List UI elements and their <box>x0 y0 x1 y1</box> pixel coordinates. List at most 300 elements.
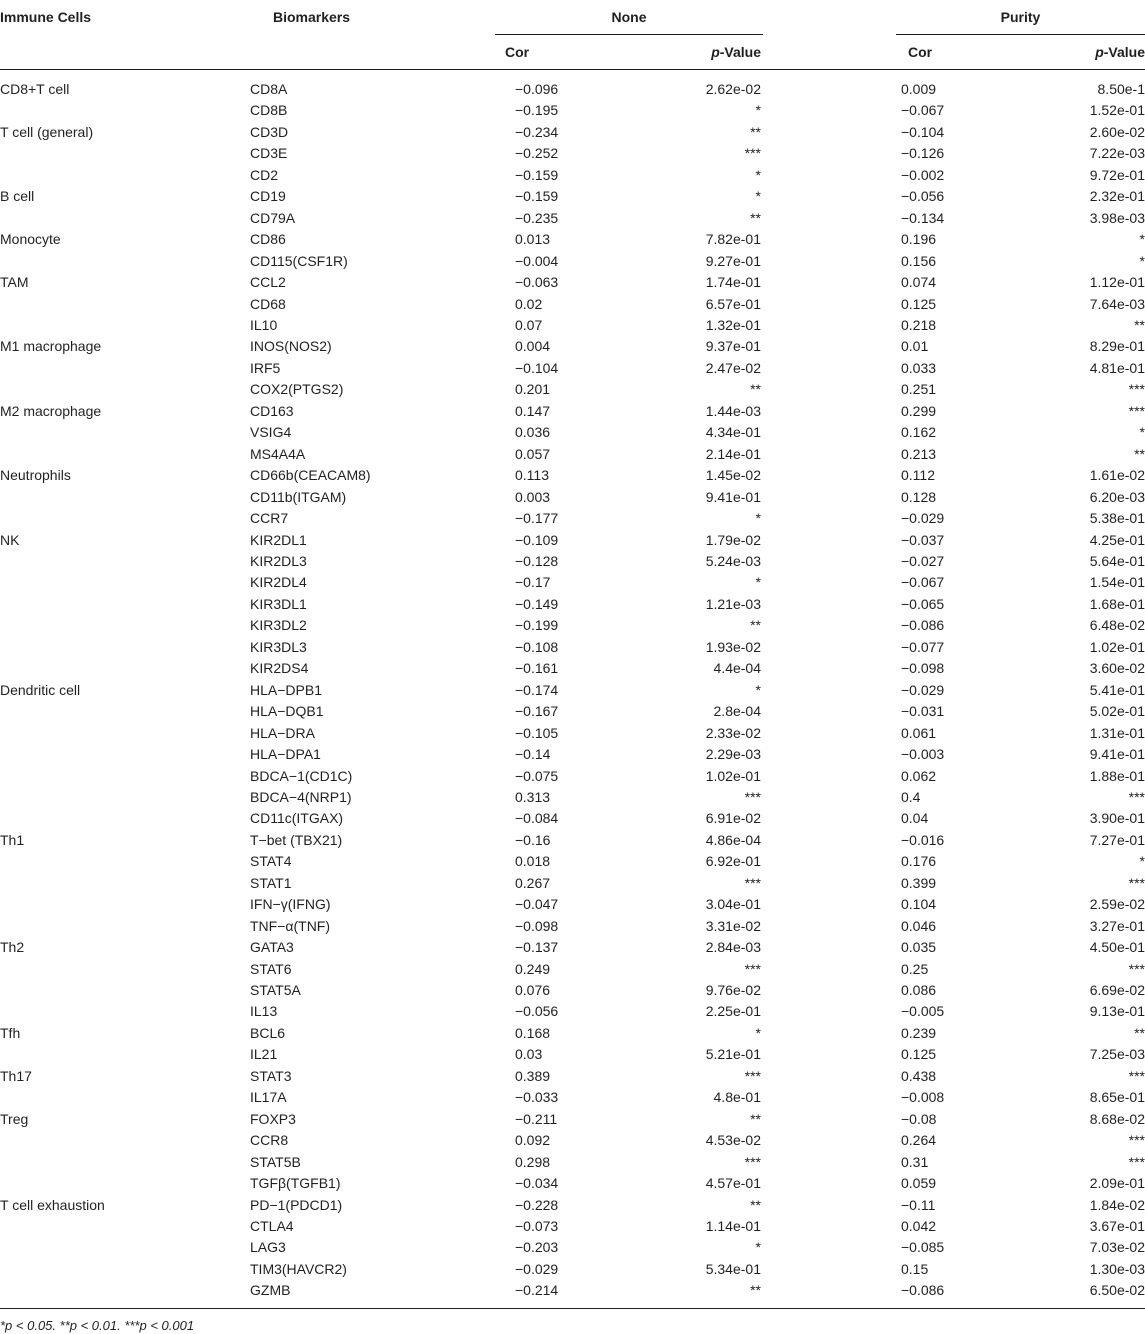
table-row <box>0 723 1145 744</box>
cell-pcor: −0.008 <box>901 1089 945 1106</box>
cell-cell: CD8+T cell <box>0 81 70 97</box>
header-empty-1 <box>0 35 237 70</box>
cell-ncor: −0.16 <box>515 831 551 848</box>
cell-cell <box>0 551 237 572</box>
cell-ncor: 0.076 <box>515 982 551 999</box>
cell-gap <box>763 916 896 937</box>
cell-bio: TGFβ(TGFB1) <box>250 1175 341 1192</box>
cell-cell <box>0 744 237 765</box>
cell-pcor: −0.029 <box>901 681 945 698</box>
table-row <box>0 70 1145 101</box>
cell-pcor: −0.11 <box>901 1196 936 1213</box>
pvalue-suffix: -Value <box>719 44 761 60</box>
cell-pcor: −0.098 <box>901 660 945 677</box>
cell-ncor: 0.013 <box>515 231 551 248</box>
cell-ncor: −0.234 <box>515 123 559 140</box>
cell-ncor: −0.029 <box>515 1260 559 1277</box>
cell-cell <box>0 1280 237 1301</box>
cell-cell <box>0 894 237 915</box>
cell-npv: ** <box>750 123 761 140</box>
table-row <box>0 358 1145 379</box>
cell-pcor: 0.04 <box>901 810 929 827</box>
cell-ppv: 5.02e-01 <box>1089 703 1145 720</box>
cell-bio: GZMB <box>250 1282 291 1299</box>
cell-npv: 9.76e-02 <box>705 982 761 999</box>
cell-ppv: 2.59e-02 <box>1089 896 1145 913</box>
cell-bio: INOS(NOS2) <box>250 338 332 355</box>
cell-ppv: 1.31e-01 <box>1089 724 1145 741</box>
table-row <box>0 251 1145 272</box>
table-row <box>0 808 1145 829</box>
cell-npv: *** <box>744 960 761 977</box>
header-none-cor: Cor <box>495 35 593 70</box>
table-row <box>0 336 1145 357</box>
cell-npv: 1.02e-01 <box>705 767 761 784</box>
cell-bio: GATA3 <box>250 939 294 956</box>
cell-cell <box>0 787 237 808</box>
cell-cell <box>0 916 237 937</box>
cell-pcor: 0.213 <box>901 445 937 462</box>
table-row <box>0 315 1145 336</box>
cell-pcor: 0.128 <box>901 488 937 505</box>
cell-pcor: 0.25 <box>901 960 929 977</box>
cell-ncor: 0.003 <box>515 488 551 505</box>
cell-cell <box>0 594 237 615</box>
cell-pcor: 0.264 <box>901 1132 937 1149</box>
cell-bio: LAG3 <box>250 1239 286 1256</box>
cell-cell <box>0 980 237 1001</box>
table-row <box>0 508 1145 529</box>
table-row <box>0 379 1145 400</box>
cell-gap <box>763 1087 896 1108</box>
cell-npv: * <box>755 188 761 205</box>
cell-gap <box>763 465 896 486</box>
cell-ncor: −0.096 <box>515 81 559 97</box>
cell-gap <box>763 100 896 121</box>
cell-ppv: 7.27e-01 <box>1089 831 1145 848</box>
cell-npv: 2.84e-03 <box>705 939 761 956</box>
cell-gap <box>763 401 896 422</box>
cell-gap <box>763 637 896 658</box>
table-row <box>0 1130 1145 1151</box>
table-row <box>0 229 1145 250</box>
cell-ppv: * <box>1139 252 1145 269</box>
cell-ppv: 8.29e-01 <box>1089 338 1145 355</box>
cell-npv: ** <box>750 1110 761 1127</box>
cell-ppv: 1.52e-01 <box>1089 102 1145 119</box>
cell-gap <box>763 1001 896 1022</box>
cell-cell: NK <box>0 531 20 548</box>
table-row <box>0 637 1145 658</box>
table-row <box>0 272 1145 293</box>
cell-npv: 3.04e-01 <box>705 896 761 913</box>
cell-ncor: −0.047 <box>515 896 559 913</box>
cell-ncor: −0.034 <box>515 1175 559 1192</box>
cell-pcor: −0.002 <box>901 166 945 183</box>
cell-cell <box>0 1001 237 1022</box>
cell-ncor: −0.149 <box>515 595 559 612</box>
cell-ncor: −0.004 <box>515 252 559 269</box>
cell-pcor: −0.056 <box>901 188 945 205</box>
cell-npv: 5.34e-01 <box>705 1260 761 1277</box>
table-row <box>0 122 1145 143</box>
cell-gap <box>763 272 896 293</box>
cell-ncor: −0.14 <box>515 746 551 763</box>
cell-ncor: −0.159 <box>515 188 559 205</box>
cell-npv: *** <box>744 1153 761 1170</box>
cell-npv: 1.45e-02 <box>705 467 761 484</box>
cell-cell <box>0 808 237 829</box>
cell-cell <box>0 1044 237 1065</box>
cell-ppv: 1.61e-02 <box>1089 467 1145 484</box>
cell-pcor: −0.085 <box>901 1239 945 1256</box>
cell-pcor: −0.067 <box>901 574 945 591</box>
cell-npv: ** <box>750 1196 761 1213</box>
cell-ncor: 0.313 <box>515 788 551 805</box>
cell-bio: IL21 <box>250 1046 278 1063</box>
cell-bio: CD11c(ITGAX) <box>250 810 344 827</box>
cell-cell: T cell (general) <box>0 123 94 140</box>
cell-pcor: 0.01 <box>901 338 929 355</box>
header-purity-cor: Cor <box>896 35 992 70</box>
table-row <box>0 1259 1145 1280</box>
cell-gap <box>763 894 896 915</box>
cell-ncor: 0.147 <box>515 402 551 419</box>
cell-npv: 1.93e-02 <box>705 638 761 655</box>
table-row <box>0 1280 1145 1301</box>
cell-ppv: 6.48e-02 <box>1089 617 1145 634</box>
cell-gap <box>763 658 896 679</box>
cell-bio: CD11b(ITGAM) <box>250 488 347 505</box>
cell-npv: * <box>755 166 761 183</box>
cell-ppv: 9.13e-01 <box>1089 1003 1145 1020</box>
cell-gap <box>763 508 896 529</box>
cell-cell <box>0 1216 237 1237</box>
cell-ppv: *** <box>1128 1132 1145 1149</box>
cell-ncor: −0.137 <box>515 939 559 956</box>
cell-npv: *** <box>744 1067 761 1084</box>
cell-pcor: 0.125 <box>901 295 937 312</box>
cell-pcor: −0.086 <box>901 1282 945 1299</box>
cell-ncor: −0.174 <box>515 681 559 698</box>
cell-pcor: 0.15 <box>901 1260 929 1277</box>
cell-cell <box>0 723 237 744</box>
cell-npv: 2.33e-02 <box>705 724 761 741</box>
cell-ppv: 5.64e-01 <box>1089 552 1145 569</box>
table-row <box>0 615 1145 636</box>
cell-npv: * <box>755 1239 761 1256</box>
cell-bio: CD115(CSF1R) <box>250 252 348 269</box>
table-row <box>0 1216 1145 1237</box>
cell-cell <box>0 1152 237 1173</box>
cell-ncor: −0.098 <box>515 917 559 934</box>
cell-npv: 1.44e-03 <box>705 402 761 419</box>
cell-ppv: 3.27e-01 <box>1089 917 1145 934</box>
cell-ppv: ** <box>1134 445 1145 462</box>
table-row <box>0 1066 1145 1087</box>
cell-cell: Dendritic cell <box>0 681 81 698</box>
cell-npv: *** <box>744 874 761 891</box>
cell-gap <box>763 165 896 186</box>
cell-npv: 9.41e-01 <box>705 488 761 505</box>
table-row <box>0 401 1145 422</box>
cell-npv: 2.29e-03 <box>705 746 761 763</box>
cell-ppv: 8.50e-1 <box>1097 81 1145 97</box>
cell-gap <box>763 186 896 207</box>
cell-ppv: 3.67e-01 <box>1089 1218 1145 1235</box>
cell-pcor: 0.299 <box>901 402 937 419</box>
table-row <box>0 701 1145 722</box>
cell-ncor: −0.104 <box>515 359 559 376</box>
cell-cell <box>0 1259 237 1280</box>
cell-cell <box>0 851 237 872</box>
cell-gap <box>763 1023 896 1044</box>
cell-cell <box>0 658 237 679</box>
cell-ncor: 0.057 <box>515 445 551 462</box>
cell-gap <box>763 122 896 143</box>
cell-cell <box>0 1130 237 1151</box>
cell-bio: CCR7 <box>250 510 289 527</box>
cell-ncor: 0.267 <box>515 874 551 891</box>
cell-ppv: 2.60e-02 <box>1089 123 1145 140</box>
table-row <box>0 851 1145 872</box>
table-row <box>0 1023 1145 1044</box>
cell-bio: KIR2DS4 <box>250 660 309 677</box>
cell-cell <box>0 379 237 400</box>
cell-ppv: 3.60e-02 <box>1089 660 1145 677</box>
header-group-none: None <box>495 0 763 35</box>
cell-pcor: 0.196 <box>901 231 937 248</box>
cell-bio: IL10 <box>250 316 278 333</box>
cell-ppv: *** <box>1128 402 1145 419</box>
cell-cell: B cell <box>0 188 35 205</box>
cell-pcor: −0.08 <box>901 1110 937 1127</box>
cell-ppv: 4.50e-01 <box>1089 939 1145 956</box>
cell-pcor: −0.077 <box>901 638 945 655</box>
table-row <box>0 1173 1145 1194</box>
cell-cell: Neutrophils <box>0 467 71 484</box>
cell-bio: T−bet (TBX21) <box>250 831 343 848</box>
cell-pcor: 0.046 <box>901 917 937 934</box>
cell-ppv: 3.90e-01 <box>1089 810 1145 827</box>
cell-bio: TIM3(HAVCR2) <box>250 1260 347 1277</box>
cell-pcor: 0.009 <box>901 81 937 97</box>
cell-ppv: 2.32e-01 <box>1089 188 1145 205</box>
cell-bio: KIR2DL4 <box>250 574 307 591</box>
table-row <box>0 658 1145 679</box>
cell-bio: CD3D <box>250 123 289 140</box>
cell-gap <box>763 1216 896 1237</box>
cell-gap <box>763 723 896 744</box>
cell-cell: Tfh <box>0 1024 21 1041</box>
cell-ppv: 3.98e-03 <box>1089 209 1145 226</box>
table-row <box>0 1087 1145 1108</box>
cell-bio: STAT4 <box>250 853 292 870</box>
cell-pcor: 0.4 <box>901 788 921 805</box>
table-row <box>0 143 1145 164</box>
cell-gap <box>763 229 896 250</box>
cell-bio: FOXP3 <box>250 1110 296 1127</box>
table-row <box>0 916 1145 937</box>
cell-cell <box>0 422 237 443</box>
table-row <box>0 100 1145 121</box>
cell-gap <box>763 336 896 357</box>
cell-gap <box>763 701 896 722</box>
table-row <box>0 959 1145 980</box>
cell-pcor: 0.042 <box>901 1218 937 1235</box>
cell-ppv: 1.12e-01 <box>1089 274 1145 291</box>
cell-pcor: −0.126 <box>901 145 945 162</box>
cell-gap <box>763 1280 896 1301</box>
cell-pcor: 0.176 <box>901 853 937 870</box>
cell-npv: 1.79e-02 <box>705 531 761 548</box>
cell-bio: CCR8 <box>250 1132 289 1149</box>
cell-npv: ** <box>750 1282 761 1299</box>
pvalue-suffix: -Value <box>1103 44 1145 60</box>
cell-ppv: *** <box>1128 960 1145 977</box>
cell-gap <box>763 1066 896 1087</box>
cell-npv: 6.57e-01 <box>705 295 761 312</box>
table-row <box>0 551 1145 572</box>
cell-gap <box>763 294 896 315</box>
cell-ncor: −0.033 <box>515 1089 559 1106</box>
cell-gap <box>763 980 896 1001</box>
cell-bio: CD3E <box>250 145 288 162</box>
cell-ncor: −0.203 <box>515 1239 559 1256</box>
cell-bio: BDCA−1(CD1C) <box>250 767 353 784</box>
cell-pcor: −0.016 <box>901 831 945 848</box>
cell-ppv: *** <box>1128 1153 1145 1170</box>
cell-ncor: −0.075 <box>515 767 559 784</box>
cell-gap <box>763 766 896 787</box>
cell-cell <box>0 251 237 272</box>
cell-cell <box>0 1087 237 1108</box>
cell-bio: STAT5A <box>250 982 301 999</box>
cell-gap <box>763 1173 896 1194</box>
cell-cell <box>0 1173 237 1194</box>
cell-npv: 7.82e-01 <box>705 231 761 248</box>
cell-ppv: 6.20e-03 <box>1089 488 1145 505</box>
cell-npv: *** <box>744 788 761 805</box>
cell-cell <box>0 294 237 315</box>
cell-bio: CD68 <box>250 295 286 312</box>
cell-bio: IFN−γ(IFNG) <box>250 896 331 913</box>
cell-cell: Th2 <box>0 939 25 956</box>
cell-ncor: −0.159 <box>515 166 559 183</box>
cell-pcor: −0.027 <box>901 552 945 569</box>
cell-pcor: −0.065 <box>901 595 945 612</box>
cell-ncor: 0.113 <box>515 467 549 484</box>
cell-pcor: −0.086 <box>901 617 945 634</box>
cell-ppv: 1.84e-02 <box>1089 1196 1145 1213</box>
cell-pcor: 0.438 <box>901 1067 937 1084</box>
cell-gap <box>763 1152 896 1173</box>
cell-ncor: −0.105 <box>515 724 559 741</box>
cell-npv: 1.74e-01 <box>705 274 761 291</box>
cell-gap <box>763 444 896 465</box>
cell-bio: HLA−DPA1 <box>250 746 321 763</box>
cell-npv: 1.32e-01 <box>705 316 761 333</box>
cell-cell <box>0 637 237 658</box>
table-row <box>0 1109 1145 1130</box>
cell-npv: 6.92e-01 <box>705 853 761 870</box>
cell-bio: CD19 <box>250 188 286 205</box>
cell-bio: MS4A4A <box>250 445 306 462</box>
header-empty-2 <box>237 35 495 70</box>
table-row <box>0 422 1145 443</box>
cell-ncor: 0.02 <box>515 295 543 312</box>
cell-npv: 5.24e-03 <box>705 552 761 569</box>
cell-gap <box>763 808 896 829</box>
cell-pcor: 0.104 <box>901 896 937 913</box>
cell-npv: 9.27e-01 <box>705 252 761 269</box>
cell-bio: STAT1 <box>250 874 292 891</box>
cell-cell <box>0 444 237 465</box>
cell-pcor: 0.31 <box>901 1153 929 1170</box>
cell-ppv: 9.72e-01 <box>1089 166 1145 183</box>
cell-ncor: 0.018 <box>515 853 551 870</box>
header-immune-cells: Immune Cells <box>0 9 92 26</box>
header-purity-pvalue <box>992 35 1145 70</box>
table-row <box>0 1044 1145 1065</box>
cell-ncor: −0.167 <box>515 703 559 720</box>
cell-ppv: 1.54e-01 <box>1089 574 1145 591</box>
cell-ppv: 5.41e-01 <box>1089 681 1145 698</box>
table-row <box>0 787 1145 808</box>
cell-cell <box>0 100 237 121</box>
cell-ncor: −0.161 <box>515 660 559 677</box>
cell-ppv: * <box>1139 231 1145 248</box>
table-footnote: *p < 0.05. **p < 0.01. ***p < 0.001 <box>0 1318 195 1333</box>
cell-pcor: 0.033 <box>901 359 937 376</box>
cell-bio: STAT5B <box>250 1153 301 1170</box>
cell-ppv: 7.25e-03 <box>1089 1046 1145 1063</box>
cell-cell <box>0 873 237 894</box>
cell-npv: * <box>755 681 761 698</box>
cell-pcor: 0.061 <box>901 724 937 741</box>
cell-ppv: 8.68e-02 <box>1089 1110 1145 1127</box>
cell-pcor: −0.005 <box>901 1003 945 1020</box>
cell-cell: TAM <box>0 274 29 291</box>
cell-pcor: 0.399 <box>901 874 937 891</box>
table-row <box>0 186 1145 207</box>
cell-cell: Th1 <box>0 831 25 848</box>
table-row <box>0 980 1145 1001</box>
cell-npv: 4.57e-01 <box>705 1175 761 1192</box>
cell-bio: KIR2DL3 <box>250 552 307 569</box>
cell-gap <box>763 959 896 980</box>
table-row <box>0 1001 1145 1022</box>
cell-pcor: 0.156 <box>901 252 937 269</box>
cell-ncor: 0.07 <box>515 316 543 333</box>
cell-gap <box>763 873 896 894</box>
cell-npv: * <box>755 510 761 527</box>
cell-ncor: −0.235 <box>515 209 559 226</box>
cell-npv: 4.4e-04 <box>713 660 761 677</box>
table-row <box>0 680 1145 701</box>
cell-pcor: −0.031 <box>901 703 945 720</box>
table-row <box>0 744 1145 765</box>
cell-ncor: −0.214 <box>515 1282 559 1299</box>
cell-ppv: 1.88e-01 <box>1089 767 1145 784</box>
cell-ncor: −0.109 <box>515 531 559 548</box>
cell-bio: CTLA4 <box>250 1218 294 1235</box>
cell-cell <box>0 358 237 379</box>
header-empty-3 <box>763 35 896 70</box>
table-body <box>0 70 1145 1302</box>
cell-ncor: −0.056 <box>515 1003 559 1020</box>
cell-ncor: 0.201 <box>515 381 551 398</box>
